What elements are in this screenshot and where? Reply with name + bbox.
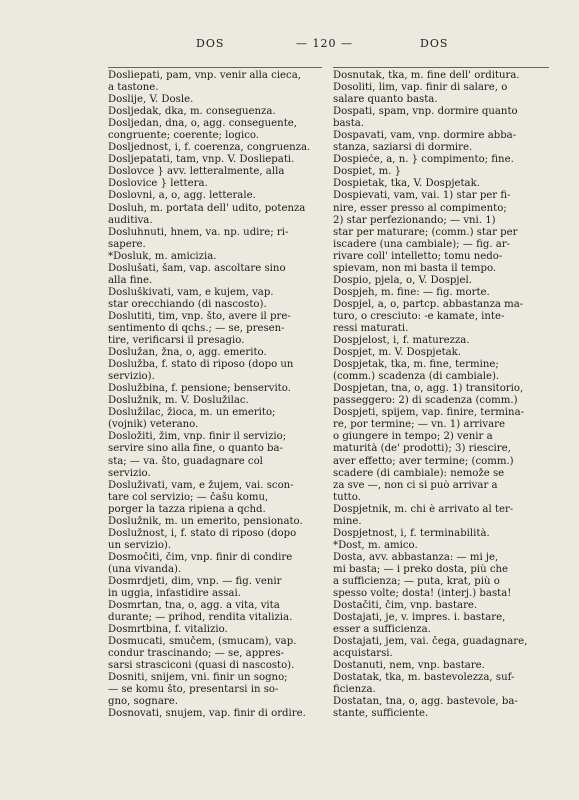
text-line: Dosluhnuti, hnem, va. np. udire; ri- — [108, 226, 289, 238]
text-line: scadere (di cambiale): nemože se — [333, 467, 505, 479]
text-line: rivare coll' intelletto; tomu nedo- — [333, 250, 503, 262]
text-line: 2) star perfezionando; — vni. 1) — [333, 214, 496, 226]
text-line: Dosmočiti, čim, vnp. finir di condire — [108, 551, 293, 563]
text-line: passeggero: 2) di scadenza (comm.) — [333, 395, 518, 407]
text-line: Dospiet, m. } — [333, 166, 402, 178]
text-line: stanza, saziarsi di dormire. — [333, 142, 473, 154]
text-line: Dostatan, tna, o, agg. bastevole, ba- — [333, 696, 518, 708]
header-rule-right — [333, 67, 549, 68]
text-line: Dospavati, vam, vnp. dormire abba- — [333, 130, 517, 142]
text-line: Doslovce } avv. letteralmente, alla — [108, 166, 285, 178]
text-line: sta; — va. što, guadagnare col — [108, 455, 263, 467]
text-line: Doslužbina, f. pensione; benservito. — [108, 383, 291, 395]
text-line: Dospjelost, i, f. maturezza. — [333, 335, 470, 347]
text-line: Dospievati, vam, vai. 1) star per fi- — [333, 190, 511, 202]
text-line: Dostanuti, nem, vnp. bastare. — [333, 660, 485, 672]
text-line: Dospjetnost, i, f. terminabilità. — [333, 527, 490, 539]
text-line: re, por termine; — vn. 1) arrivare — [333, 419, 505, 431]
text-line: Doslovice } lettera. — [108, 178, 208, 190]
text-line: servizio. — [108, 467, 151, 479]
text-line: turo, o cresciuto: -e kamate, inte- — [333, 310, 505, 322]
text-line: esser a sufficienza. — [333, 624, 431, 636]
text-line: spesso volte; dosta! (interj.) basta! — [333, 588, 512, 600]
text-line: porger la tazza ripiena a qchd. — [108, 503, 266, 515]
text-line: sarsi strasciconi (quasi di nascosto). — [108, 660, 295, 672]
text-line: Dosmrtbina, f. vitalizio. — [108, 624, 228, 636]
text-line: Dosniti, snijem, vni. finir un sogno; — [108, 672, 288, 684]
text-line: gno, sognare. — [108, 696, 178, 708]
text-line: Dospjeh, m. fine: — fig. morte. — [333, 286, 490, 298]
text-line: Doslužnik, m. V. Doslužilac. — [108, 395, 249, 407]
text-line: tutto. — [333, 491, 361, 503]
text-line: (comm.) scadenza (di cambiale). — [333, 371, 500, 383]
text-line: spievam, non mi basta il tempo. — [333, 262, 497, 274]
text-line: (una vivanda). — [108, 563, 182, 575]
text-line: (vojnik) veterano. — [108, 419, 199, 431]
text-line: Dospjel, a, o, partcp. abbastanza ma- — [333, 298, 524, 310]
text-line: alla fine. — [108, 274, 153, 286]
text-line: Dosljepatati, tam, vnp. V. Dosliepati. — [108, 154, 295, 166]
text-line: Dosmrtan, tna, o, agg. a vita, vita — [108, 600, 280, 612]
text-line: auditiva. — [108, 214, 153, 226]
text-line: Dospati, spam, vnp. dormire quanto — [333, 106, 518, 118]
text-line: Dosluživati, vam, e žujem, vai. scon- — [108, 479, 294, 491]
text-line: nire, esser presso al compimento; — [333, 202, 507, 214]
text-line: Doslužnost, i, f. stato di riposo (dopo — [108, 527, 297, 539]
text-line: a tastone. — [108, 82, 159, 94]
text-line: Doslužilac, žioca, m. un emerito; — [108, 407, 276, 419]
text-line: sentimento di qchs.; — se, presen- — [108, 322, 285, 334]
text-line: Doslušati, šam, vap. ascoltare sino — [108, 262, 286, 274]
text-line: Dosljednost, i, f. coerenza, congruenza. — [108, 142, 311, 154]
text-line: Dospieće, a, n. } compimento; fine. — [333, 154, 514, 166]
text-line: Dosluh, m. portata dell' udito, potenza — [108, 202, 306, 214]
text-line: Doslužan, žna, o, agg. emerito. — [108, 347, 267, 359]
text-line: Dostajati, jem, vai. čega, guadagnare, — [333, 636, 528, 648]
text-line: Dostatak, tka, m. bastevolezza, suf- — [333, 672, 515, 684]
text-line: Dosložiti, žim, vnp. finir il servizio; — [108, 431, 287, 443]
text-line: stante, sufficiente. — [333, 708, 429, 720]
text-line: Dosljedak, dka, m. conseguenza. — [108, 106, 276, 118]
text-line: congruente; coerente; logico. — [108, 130, 259, 142]
left-column — [108, 70, 324, 721]
text-line: Dosluškivati, vam, e kujem, vap. — [108, 286, 274, 298]
text-line: Dosoliti, lim, vap. finir di salare, o — [333, 82, 508, 94]
text-line: aver effetto; aver termine; (comm.) — [333, 455, 514, 467]
text-line: Dospjeti, spijem, vap. finire, termina- — [333, 407, 525, 419]
text-line: Dostačiti, čim, vnp. bastare. — [333, 600, 478, 612]
text-line: acquistarsi. — [333, 648, 393, 660]
text-line: Doslužba, f. stato di riposo (dopo un — [108, 359, 294, 371]
text-line: *Dosluk, m. amicizia. — [108, 250, 217, 262]
text-line: Dosnovati, snujem, vap. finir di ordire. — [108, 708, 306, 720]
text-line: Dostajati, je, v. impres. i. bastare, — [333, 612, 506, 624]
right-column — [333, 70, 549, 721]
text-line: Dospio, pjela, o, V. Dospjel. — [333, 274, 472, 286]
text-line: Doslužnik, m. un emerito, pensionato. — [108, 515, 303, 527]
text-line: un servizio). — [108, 539, 172, 551]
text-line: ressi maturati. — [333, 322, 409, 334]
text-line: Dospjet, m. V. Dospjetak. — [333, 347, 462, 359]
text-line: condur trascinando; — se, appres- — [108, 648, 285, 660]
text-line: *Dost, m. amico. — [333, 539, 418, 551]
header-rule-left — [108, 67, 322, 68]
text-line: basta. — [333, 118, 365, 130]
page-number: — 120 — — [296, 37, 353, 50]
running-head-right: DOS — [420, 37, 449, 50]
text-line: tire, verificarsi il presagio. — [108, 335, 245, 347]
text-line: Dosliepati, pam, vnp. venir alla cieca, — [108, 70, 301, 81]
text-line: mine. — [333, 515, 362, 527]
text-line: Dospietak, tka, V. Dospjetak. — [333, 178, 480, 190]
text-line: Doslije, V. Dosle. — [108, 94, 194, 106]
text-line: — se komu što, presentarsi in so- — [108, 684, 279, 696]
text-line: Doslovni, a, o, agg. letterale. — [108, 190, 256, 202]
text-line: Dosmucati, smučem, (smucam), vap. — [108, 636, 297, 648]
text-line: za sve —, non ci si può arrivar a — [333, 479, 498, 491]
text-line: Dosljedan, dna, o, agg. conseguente, — [108, 118, 297, 130]
text-line: Dospjetak, tka, m. fine, termine; — [333, 359, 499, 371]
text-line: mi basta; — i preko dosta, più che — [333, 563, 509, 575]
text-line: Doslutiti, tim, vnp. što, avere il pre- — [108, 310, 291, 322]
text-line: servire sino alla fine, o quanto ba- — [108, 443, 283, 455]
text-line: ficienza. — [333, 684, 376, 696]
text-line: durante; — prihod, rendita vitalizia. — [108, 612, 293, 624]
text-line: tare col servizio; — čašu komu, — [108, 491, 269, 503]
running-head-left: DOS — [196, 37, 225, 50]
text-line: Dospjetnik, m. chi è arrivato al ter- — [333, 503, 514, 515]
text-line: maturità (de' prodotti); 3) riescire, — [333, 443, 511, 455]
text-line: servizio). — [108, 371, 155, 383]
text-line: iscadere (una cambiale); — fig. ar- — [333, 238, 511, 250]
text-line: o giungere in tempo; 2) venir a — [333, 431, 493, 443]
text-line: in uggia, infastidire assai. — [108, 588, 241, 600]
text-line: Dospjetan, tna, o, agg. 1) transitorio, — [333, 383, 524, 395]
text-line: star per maturare; (comm.) star per — [333, 226, 518, 238]
text-line: a sufficienza; — puta, krat, più o — [333, 575, 500, 587]
text-line: salare quanto basta. — [333, 94, 438, 106]
text-line: Dosmrdjeti, dim, vnp. — fig. venir — [108, 575, 282, 587]
text-line: Dosnutak, tka, m. fine dell' orditura. — [333, 70, 520, 81]
text-line: star orecchiando (di nascosto). — [108, 298, 267, 310]
text-line: Dosta, avv. abbastanza: — mi je, — [333, 551, 499, 563]
text-line: sapere. — [108, 238, 146, 250]
